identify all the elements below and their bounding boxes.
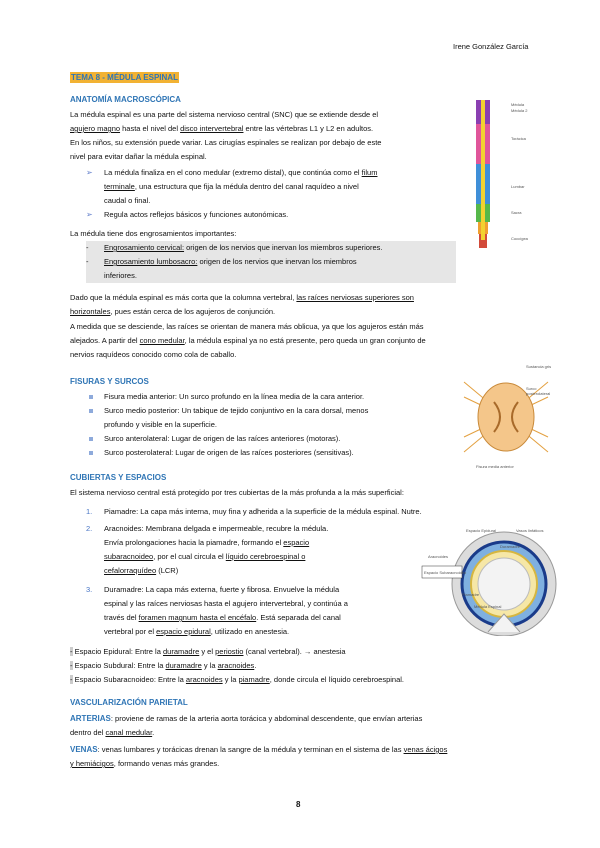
mening-label-3: Aracnoides	[428, 554, 449, 559]
list-item: ➢ Regula actos reflejos básicos y funciones autonómicas.	[86, 208, 450, 222]
list-item: 3. Duramadre: La capa más externa, fuerte y fibrosa. Envuelve la médula espinal y las raíces nerviosas hasta el agujero intervertebral, y continúa a través del foramen magnum hasta el encéfalo. Está separada del canal vertebral por el espacio epidural, utilizado en anestesia.	[86, 585, 348, 636]
list-item: 1. Piamadre: La capa más interna, muy fina y adherida a la superficie de la médula espinal. Nutre.	[86, 507, 422, 516]
anatomy-paragraph-2: La médula tiene dos engrosamientos importantes:	[70, 229, 237, 238]
fissures-list	[86, 390, 456, 460]
mening-label-5: Piamadre	[462, 592, 480, 597]
page-number: 8	[296, 800, 301, 809]
list-item: Fisura media anterior: Un surco profundo en la línea media de la cara anterior.	[86, 390, 456, 404]
list-item: Surco anterolateral: Lugar de origen de las raíces anteriores (motoras).	[86, 432, 456, 446]
meninges-intro: El sistema nervioso central está protegido por tres cubiertas de la más profunda a la más superficial:	[70, 488, 404, 497]
cord-label-3: Fisura media anterior	[476, 464, 514, 469]
anatomy-paragraph-4: A medida que se desciende, las raíces se orientan de manera más oblicua, ya que los agujeros están más alejados. A partir del cono medular, la médula espinal ya no está presente, pero queda un gran conjunto de nervios raquídeos conocido como cola de caballo.	[70, 322, 426, 359]
heading-vascularizacion: VASCULARIZACIÓN PARIETAL	[70, 698, 188, 707]
spaces-list	[70, 645, 540, 687]
mening-label-6: Médula Espinal	[474, 604, 502, 609]
spine-label-4: Sacra	[511, 210, 522, 215]
cord-section-figure	[456, 362, 556, 472]
heading-cubiertas: CUBIERTAS Y ESPACIOS	[70, 473, 167, 482]
spine-label-0: Médula	[511, 102, 525, 107]
meninges-list-2	[86, 522, 416, 639]
meninges-figure	[418, 524, 558, 636]
mening-label-2: Vasos linfáticos	[516, 528, 544, 533]
mening-label-0: Espacio Epidural	[466, 528, 497, 533]
heading-anatomia: ANATOMÍA MACROSCÓPICA	[70, 95, 181, 104]
list-item: - Engrosamiento cervical: origen de los nervios que inervan los miembros superiores.	[86, 241, 456, 255]
mening-label-4: Espacio Subaracnoideo	[424, 570, 467, 575]
cord-label-2: posterolateral	[526, 391, 551, 396]
heading-fisuras: FISURAS Y SURCOS	[70, 377, 149, 386]
list-item: - Espacio Epidural: Entre la duramadre y el periostio (canal vertebral). → anestesia	[70, 647, 346, 656]
veins-paragraph: VENAS: venas lumbares y torácicas drenan la sangre de la médula y terminan en el sistema de las venas ácigos y hemiácigos, formando venas más grandes.	[70, 745, 448, 768]
list-item: Surco posterolateral: Lugar de origen de las raíces posteriores (sensitivas).	[86, 446, 456, 460]
arteries-paragraph: ARTERIAS: proviene de ramas de la arteria aorta torácica y abdominal descendente, que envían arterias dentro del canal medular.	[70, 714, 423, 737]
anatomy-paragraph-1: La médula espinal es una parte del sistema nervioso central (SNC) que se extiende desde el agujero magno hasta el nivel del disco intervertebral entre las vértebras L1 y L2 en adultos. En los niños, su extensión puede variar. Las cirugías espinales se realizan por debajo de este nivel para evitar dañar la médula espinal.	[70, 110, 382, 161]
list-item: 2. Aracnoides: Membrana delgada e impermeable, recubre la médula. Envía prolongaciones hacia la piamadre, formando el espacio subaracnoideo, por el cual circula el líquido cerebroespinal o cefalorraquídeo (LCR)	[86, 524, 329, 575]
spine-label-3: Lumbar	[511, 184, 525, 189]
page-title: TEMA 8 - MÉDULA ESPINAL	[71, 73, 178, 82]
cord-label-0: Sustancia gris	[526, 364, 552, 369]
spine-label-5: Coccígea	[511, 236, 528, 241]
list-item: ➢ La médula finaliza en el cono medular (extremo distal), que continúa como el filum terminale, una estructura que fija la médula dentro del canal raquídeo a nivel caudal o final.	[86, 166, 450, 208]
list-item: - Espacio Subaracnoideo: Entre la aracnoides y la piamadre, donde circula el líquido cerebroespinal.	[70, 675, 404, 684]
cord-label-1: Surco	[526, 386, 537, 391]
meninges-list-1	[86, 505, 486, 519]
spine-label-2: Torácica	[511, 136, 526, 141]
anatomy-bullets	[86, 166, 450, 222]
list-item: - Espacio Subdural: Entre la duramadre y la aracnoides.	[70, 661, 257, 670]
mening-label-1: Duramadre	[500, 544, 521, 549]
list-item: - Engrosamiento lumbosacro: origen de los nervios que inervan los miembros inferiores.	[86, 255, 456, 283]
spine-figure	[448, 90, 558, 265]
list-item: Surco medio posterior: Un tabique de tejido conjuntivo en la cara dorsal, menos profundo y visible en la superficie.	[86, 404, 456, 432]
anatomy-paragraph-3: Dado que la médula espinal es más corta que la columna vertebral, las raíces nerviosas superiores son horizontales, pues están cerca de los agujeros de conjunción.	[70, 293, 414, 316]
author-name: Irene González García	[453, 42, 529, 51]
spine-label-1: Médula 2	[511, 108, 528, 113]
enlargement-list	[86, 241, 456, 283]
